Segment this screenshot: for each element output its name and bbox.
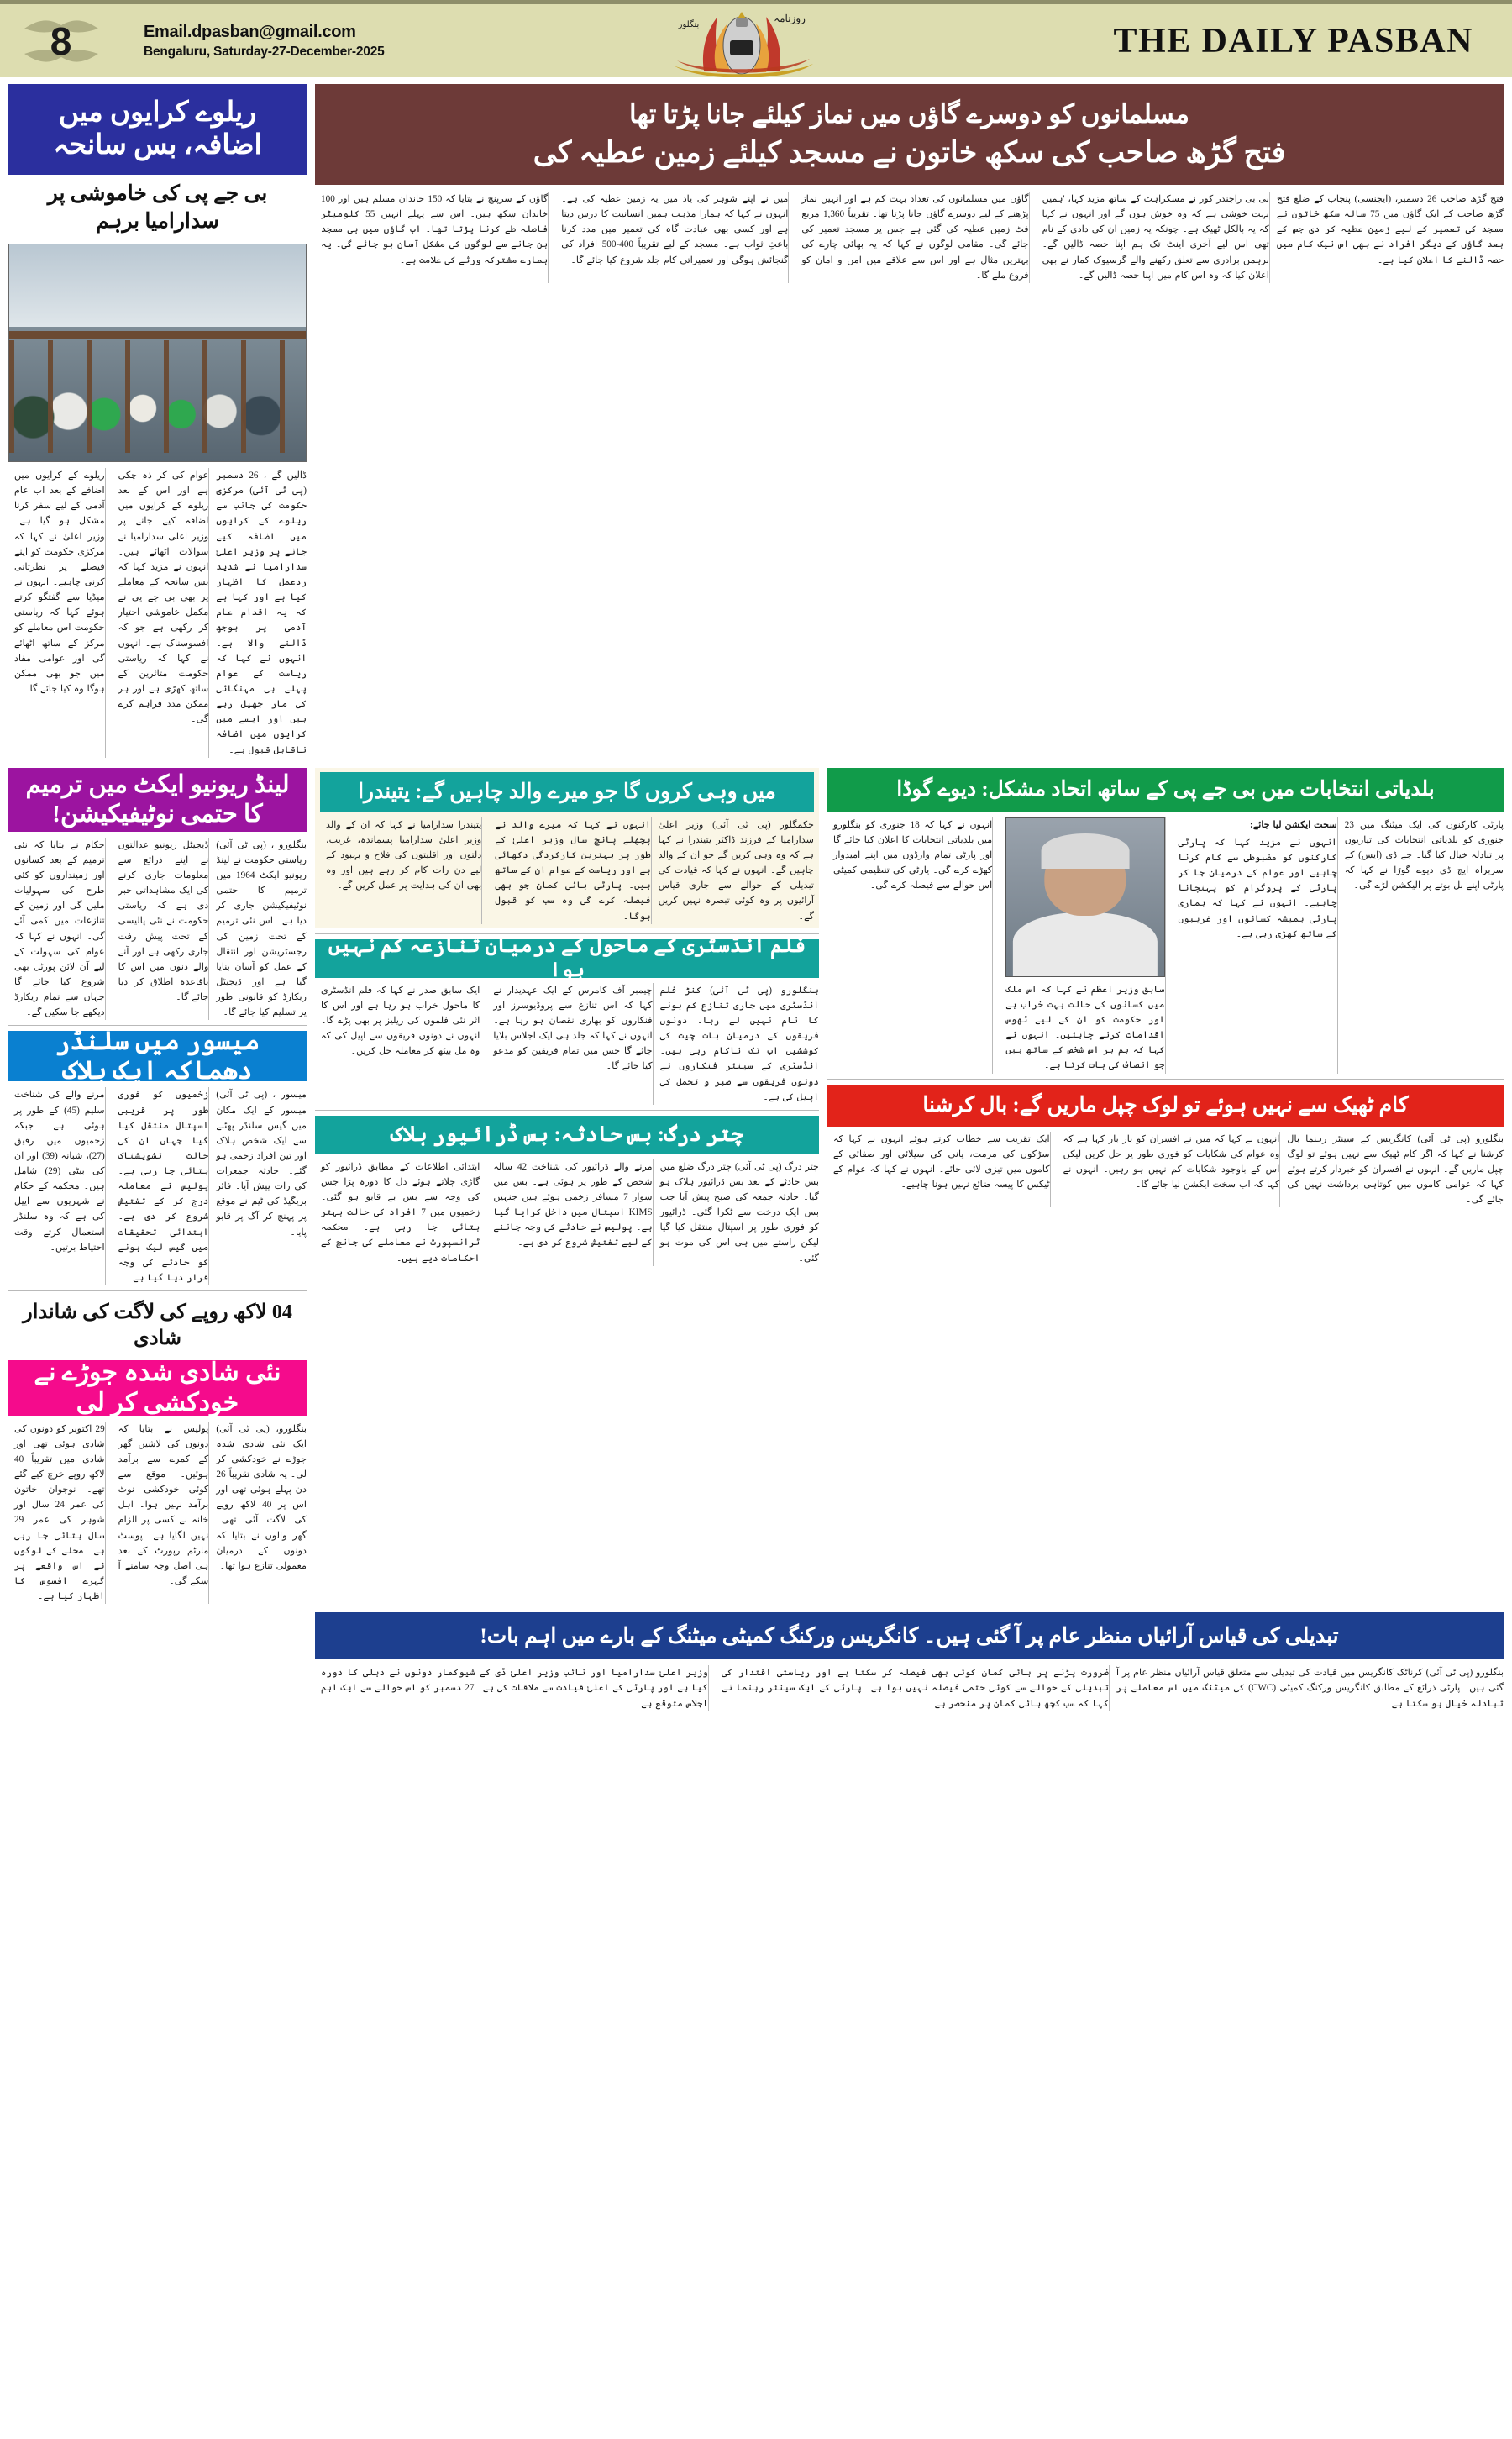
land-reform-headline: لینڈ ریونیو ایکٹ میں ترمیم کا حتمی نوٹیفیکیشن! xyxy=(8,768,307,832)
lead-left-subhead: بی جے پی کی خاموشی پر سدارامیا برہم xyxy=(47,182,268,233)
father-wish-headline: میں وہی کروں گا جو میرے والد چاہیں گے: یتیندرا xyxy=(320,772,814,812)
gowda-kicker: سخت ایکشن لیا جائے: xyxy=(1249,819,1337,830)
chitradurga-headline: چتر درگ: بس حادثہ: بس ڈرائیور ہلاک xyxy=(315,1116,819,1154)
paper-title: THE DAILY PASBAN xyxy=(1113,21,1473,60)
divider xyxy=(827,1079,1504,1080)
chitradurga-col2: مرنے والے ڈرائیور کی شناخت 42 سالہ شخص کے طور پر ہوئی ہے۔ بس میں سوار 7 مسافر زخمی ہوئے ہیں جنہیں KIMS اسپتال میں داخل کرایا گیا ہے۔ پولیس نے حادثے کی وجہ جاننے کے لیے تفتیش شروع کر دی ہے۔ xyxy=(493,1161,653,1248)
mysore-col2: زخمیوں کو فوری طور پر قریبی اسپتال منتقل کیا گیا جہاں ان کی حالت تشویشناک بتائی جا رہی ہے۔ پولیس نے معاملہ درج کر کے تفتیش شروع کر دی ہے۔ ابتدائی تحقیقات میں گیس لیک ہونے کو حادثے کی وجہ قرار دیا گیا ہے۔ xyxy=(118,1090,209,1284)
lead-right-headline-line1: مسلمانوں کو دوسرے گاؤں میں نماز کیلئے جانا پڑتا تھا xyxy=(628,99,1190,129)
wedding-subhead: 40 لاکھ روپے کی لاگت کی شاندار شادی xyxy=(23,1301,292,1350)
film-col2: چیمبر آف کامرس کے ایک عہدیدار نے کہا کہ اس تنازع سے پروڈیوسرز اور فنکاروں کو بھاری نقصان ہو رہا ہے۔ انہوں نے کہا کہ جلد ہی ایک اجلاس بلایا جائے گا جس میں تمام فریقین کو مدعو کیا جائے گا۔ xyxy=(493,985,653,1072)
land-reform-col1: بنگلورو ، (پی ٹی آئی) ریاستی حکومت نے لینڈ ریونیو ایکٹ 1964 میں ترمیم کا حتمی نوٹیفیکیشن جاری کر دیا ہے۔ اس نئی ترمیم کے تحت زمین کی رجسٹریشن اور انتقال کے عمل کو آسان بنایا گیا ہے اور ڈیجیٹل ریکارڈ کو قانونی طور پر تسلیم کیا جائے گا۔ xyxy=(216,839,307,1018)
middle-column-stack xyxy=(315,768,819,1266)
photo-rail xyxy=(9,331,306,339)
page-number: 8 xyxy=(50,18,72,63)
lead-left-photo xyxy=(8,244,307,462)
gowda-col3: سابق وزیر اعظم نے کہا کہ اس ملک میں کسانوں کی حالت بہت خراب ہے اور حکومت کو ان کے لیے ٹھوس اقدامات کرنے چاہئیں۔ انہوں نے کہا کہ ہم ہر اس شخص کے ساتھ ہیں جو انصاف کی بات کرتا ہے۔ xyxy=(1005,984,1165,1071)
land-reform-col3: حکام نے بتایا کہ نئی ترمیم کے بعد کسانوں اور زمینداروں کو کئی طرح کی سہولیات ملیں گی اور زمین کے تنازعات میں کمی آئے گی۔ انہوں نے کہا کہ عوام کی سہولت کے لیے آن لائن پورٹل بھی شروع کیا جائے گا جہاں سے تمام ریکارڈ دیکھے جا سکیں گے۔ xyxy=(14,839,105,1018)
lead-right-col3: گاؤں میں مسلمانوں کی تعداد بہت کم ہے اور انہیں نماز پڑھنے کے لیے دوسرے گاؤں جانا پڑتا تھا۔ تقریباً 1,360 مربع فٹ زمین عطیہ کی گئی ہے جس پر مسجد تعمیر کی جائے گی۔ مقامی لوگوں نے کہا کہ یہ بھائی چارے کی بہترین مثال ہے اور اس سے علاقے میں امن و امان کو فروغ ملے گا۔ xyxy=(801,194,1029,281)
right-column-stack xyxy=(827,768,1504,1208)
mysore-col3: مرنے والے کی شناخت سلیم (45) کے طور پر ہوئی ہے جبکہ زخمیوں میں رفیق (27)، شبانہ (39) اور ان کی بیٹی (29) شامل ہیں۔ محکمہ کے حکام نے شہریوں سے اپیل کی ہے کہ وہ سلنڈر استعمال کرتے وقت احتیاط برتیں۔ xyxy=(14,1090,105,1253)
film-col1: بنگلورو (پی ٹی آئی) کنڑ فلم انڈسٹری میں جاری تنازع کم ہونے کا نام نہیں لے رہا۔ دونوں فریقوں کے درمیان بات چیت کی کوششیں اب تک ناکام رہی ہیں۔ انڈسٹری کے سینئر فنکاروں نے دونوں فریقوں سے صبر و تحمل کی اپیل کی ہے۔ xyxy=(659,985,819,1102)
lead-right-col2: بی بی راجندر کور نے مسکراہٹ کے ساتھ مزید کہا، 'ہمیں بہت خوشی ہے کہ وہ خوش ہوں گے اور انہوں نے کہا کہ یہ بالکل ٹھیک ہے۔ چونکہ یہ زمین ان کی دادی کے نام تھی اس لیے آخری اینٹ تک ہم اپنا حصہ ڈالیں گے۔ برہمن برادری سے تعلق رکھنے والے گرسیوک کمار نے بھی اعلان کیا کہ وہ اس کام میں اپنا حصہ ڈالیں گے۔ xyxy=(1042,194,1269,281)
cwc-meeting-headline: تبدیلی کی قیاس آرائیاں منظر عام پر آ گئی ہیں۔ کانگریس ورکنگ کمیٹی میٹنگ کے بارے میں اہم بات! xyxy=(315,1612,1504,1659)
masthead-dateline: Bengaluru, Saturday-27-December-2025 xyxy=(144,44,385,59)
photo-barricade xyxy=(9,340,306,453)
lead-right-col1: فتح گڑھ صاحب 26 دسمبر، (ایجنسی) پنجاب کے ضلع فتح گڑھ صاحب کے ایک گاؤں میں 75 سالہ سکھ خاتون نے مسجد کی تعمیر کے لیے زمین عطیہ کر دی جس کے بعد گاؤں کے دیگر افراد نے بھی اس نیک کام میں حصہ ڈالنے کا اعلان کیا ہے۔ xyxy=(1276,194,1504,265)
wedding-headline: نئی شادی شدہ جوڑے نے خودکشی کر لی xyxy=(8,1360,307,1416)
section-krishna-quote xyxy=(827,1085,1504,1208)
gowda-col4: انہوں نے کہا کہ 18 جنوری کو بنگلورو میں بلدیاتی انتخابات کا اعلان کیا جائے گا اور پارٹی تمام وارڈوں میں اپنے امیدوار کھڑے کرے گی۔ پارٹی کی تنظیمی کمیٹی اس حوالے سے فیصلہ کرے گی۔ xyxy=(833,819,993,891)
lead-right-text xyxy=(315,192,1504,283)
film-industry-headline: فلم انڈسٹری کے ماحول کے درمیان تنازعہ کم نہیں ہوا xyxy=(315,939,819,978)
masthead-email[interactable]: Email.dpasban@gmail.com xyxy=(144,22,356,41)
municipal-elections-headline: بلدیاتی انتخابات میں بی جے پی کے ساتھ اتحاد مشکل: دیوے گوڈا xyxy=(827,768,1504,812)
lead-left-col1: ڈالیں گے ، 26 دسمبر (پی ٹی آئی) مرکزی حکومت کی جانب سے ریلوے کے کرایوں میں اضافہ کیے جانے پر وزیر اعلیٰ سدارامیا نے شدید ردعمل کا اظہار کیا ہے اور کہا ہے کہ یہ اقدام عام آدمی پر بوجھ ڈالنے والا ہے۔ انہوں نے کہا کہ ریاست کے عوام پہلے ہی مہنگائی کی مار جھیل رہے ہیں اور ایسے میں کرایوں میں اضافہ ناقابل قبول ہے۔ xyxy=(216,470,307,755)
father-wish-col1: چکمگلور (پی ٹی آئی) وزیر اعلیٰ سدارامیا کے فرزند ڈاکٹر یتیندرا نے کہا ہے کہ وہ وہی کریں گے جو ان کے والد چاہیں گے۔ انہوں نے کہا کہ قیادت کی تبدیلی کے حوالے سے جاری قیاس آرائیوں پر وہ کوئی تبصرہ نہیں کریں گے۔ xyxy=(658,819,814,922)
krishna-col2: انہوں نے کہا کہ میں نے افسران کو بار بار کہا ہے کہ وہ عوام کی شکایات کو فوری طور پر حل کریں لیکن اس کے باوجود شکایات کم نہیں ہو رہیں۔ انہوں نے کہا کہ اب سخت ایکشن لیا جائے گا۔ xyxy=(1063,1133,1280,1190)
chitradurga-col3: ابتدائی اطلاعات کے مطابق ڈرائیور کو گاڑی چلاتے ہوئے دل کا دورہ پڑا جس کی وجہ سے بس بے قابو ہو گئی۔ زخمیوں میں 7 افراد کی حالت بہتر بتائی جا رہی ہے۔ محکمہ ٹرانسپورٹ نے معاملے کی جانچ کے احکامات دیے ہیں۔ xyxy=(321,1161,480,1264)
lead-left-col2: عوام کی کر ذہ چکی ہے اور اس کے بعد ریلوے کے کرایوں میں اضافہ کیے جانے پر وزیر اعلیٰ سدارامیا نے سوالات اٹھائے ہیں۔ انہوں نے مزید کہا کہ بس سانحہ کے معاملے پر بھی بی جے پی نے مکمل خاموشی اختیار کر رکھی ہے جو کہ افسوسناک ہے۔ انہوں نے کہا کہ ریاستی حکومت متاثرین کے ساتھ کھڑی ہے اور ہر ممکن مدد فراہم کرے گی۔ xyxy=(118,470,209,725)
masthead-logo xyxy=(385,4,1114,77)
krishna-quote-headline: کام ٹھیک سے نہیں ہوئے تو لوک چپل ماریں گے: بال کرشنا xyxy=(827,1085,1504,1127)
wedding-col3: 29 اکتوبر کو دونوں کی شادی ہوئی تھی اور شادی میں تقریباً 40 لاکھ روپے خرچ کیے گئے تھے۔ نوجوان خاتون کی عمر 24 سال اور شوہر کی عمر 29 سال بتائی جا رہی ہے۔ محلے کے لوگوں نے اس واقعے پر گہرے افسوس کا اظہار کیا ہے۔ xyxy=(14,1423,105,1602)
section-father-wish xyxy=(315,768,819,928)
lead-left-story xyxy=(8,84,307,758)
lead-left-col3: ریلوے کے کرایوں میں اضافے کے بعد اب عام آدمی کے لیے سفر کرنا مشکل ہو گیا ہے۔ وزیر اعلیٰ نے کہا کہ مرکزی حکومت کو اپنے فیصلے پر نظرثانی کرنی چاہیے۔ انہوں نے میڈیا سے گفتگو کرتے ہوئے کہا کہ ریاستی حکومت اس معاملے کو مرکز کے ساتھ اٹھائے گی اور عوامی مفاد میں جو بھی ممکن ہوگا وہ کیا جائے گا۔ xyxy=(14,470,105,694)
portrait-hair xyxy=(1041,833,1129,868)
lead-left-headline: ریلوے کرایوں میں اضافہ، بس سانحہ xyxy=(8,84,307,175)
section-land-reform xyxy=(8,768,307,1021)
section-chitradurga-bus xyxy=(315,1116,819,1266)
film-col3: ایک سابق صدر نے کہا کہ فلم انڈسٹری کا ماحول خراب ہو رہا ہے اور اس کا اثر نئی فلموں کی ریلیز پر بھی پڑے گا۔ انہوں نے دونوں فریقوں سے اپیل کی کہ وہ مل بیٹھ کر معاملہ حل کریں۔ xyxy=(321,985,480,1057)
wedding-col2: پولیس نے بتایا کہ دونوں کی لاشیں گھر کے کمرے سے برآمد ہوئیں۔ موقع سے کوئی خودکشی نوٹ برآمد نہیں ہوا۔ اہل خانہ نے کسی پر الزام نہیں لگایا ہے۔ پوسٹ مارٹم رپورٹ کے بعد ہی اصل وجہ سامنے آ سکے گی۔ xyxy=(118,1423,209,1586)
section-mysore-cylinder xyxy=(8,1027,307,1285)
krishna-col3: ایک تقریب سے خطاب کرتے ہوئے انہوں نے کہا کہ سڑکوں کی مرمت، پانی کی سپلائی اور صفائی کے کاموں میں تیزی لائی جائے۔ انہوں نے کہا کہ عوام کے ٹیکس کا پیسہ ضائع نہیں ہونا چاہیے۔ xyxy=(833,1133,1050,1190)
krishna-col1: بنگلورو (پی ٹی آئی) کانگریس کے سینئر رہنما بال کرشنا نے کہا کہ اگر کام ٹھیک سے نہیں ہوئے تو لوگ چپل ماریں گے۔ انہوں نے افسران کو خبردار کرتے ہوئے کہا کہ عوامی کاموں میں کوتاہی برداشت نہیں کی جائے گی۔ xyxy=(1287,1133,1504,1206)
section-cwc-meeting xyxy=(315,1612,1504,1711)
masthead xyxy=(0,0,1512,77)
father-wish-col2: انہوں نے کہا کہ میرے والد نے پچھلے پانچ سال وزیر اعلیٰ کے طور پر بہترین کارکردگی دکھائی ہے اور ریاست کے عوام ان کے ساتھ ہیں۔ پارٹی ہائی کمان جو بھی فیصلہ کرے گی وہ سب کو قبول ہوگا۔ xyxy=(495,819,651,922)
chitradurga-col1: چتر درگ (پی ٹی آئی) چتر درگ ضلع میں بس حادثے کے بعد بس ڈرائیور ہلاک ہو گیا۔ حادثہ جمعہ کی صبح پیش آیا جب بس ایک درخت سے ٹکرا گئی۔ ڈرائیور کو فوری طور پر اسپتال منتقل کیا گیا لیکن راستے میں ہی اس کی موت ہو گئی۔ xyxy=(659,1161,819,1264)
left-column-stack xyxy=(8,768,307,1605)
deve-gowda-portrait xyxy=(1005,817,1164,977)
section-wedding xyxy=(8,1296,307,1604)
lead-right-headline-band xyxy=(315,84,1504,185)
lead-right-headline-line2: فتح گڑھ صاحب کی سکھ خاتون نے مسجد کیلئے زمین عطیہ کی xyxy=(533,135,1286,169)
mysore-cylinder-headline: میسور میں سلنڈر دھماکہ ایک ہلاک xyxy=(8,1031,307,1081)
svg-text:بنگلور: بنگلور xyxy=(678,19,699,29)
section-municipal-elections xyxy=(827,768,1504,1074)
page-body xyxy=(0,77,1512,1711)
gowda-col1: پارٹی کارکنوں کی ایک میٹنگ میں 23 جنوری کو بلدیاتی انتخابات کی تیاریوں پر تبادلہ خیال کیا گیا۔ جے ڈی (ایس) کے سربراہ ایچ ڈی دیوے گوڑا نے کہا کہ پارٹی اپنے بل بوتے پر الیکشن لڑے گی۔ xyxy=(1344,819,1504,891)
gowda-col2: انہوں نے مزید کہا کہ پارٹی کارکنوں کو مضبوطی سے کام کرنا چاہیے اور عوام کے درمیان جا کر پارٹی کے پروگرام کو پہنچانا چاہیے۔ انہوں نے کہا کہ ہماری پارٹی ہمیشہ کسانوں اور غریبوں کے ساتھ کھڑی رہی ہے۔ xyxy=(1178,837,1337,939)
mysore-col1: میسور ، (پی ٹی آئی) میسور کے ایک مکان میں گیس سلنڈر پھٹنے سے ایک شخص ہلاک اور تین افراد زخمی ہو گئے۔ حادثہ جمعرات کی رات پیش آیا۔ فائر بریگیڈ کی ٹیم نے موقع پر پہنچ کر آگ پر قابو پایا۔ xyxy=(216,1090,307,1238)
land-reform-col2: ڈیجیٹل ریونیو عدالتوں نے اپنے ذرائع سے معلومات جاری کرنے کی ایک مشاہداتی خبر دی ہے کہ ریاستی حکومت نے نئی پالیسی کے تحت پیش رفت جاری رکھی ہے اور آنے والے دنوں میں اس کا باقاعدہ اطلاق کر دیا جائے گا۔ xyxy=(118,839,209,1003)
page-number-block xyxy=(0,18,122,63)
cwc-col2: ضرورت پڑنے پر ہائی کمان کوئی بھی فیصلہ کر سکتا ہے اور ریاستی اقتدار کی تبدیلی کے حوالے سے کوئی حتمی فیصلہ نہیں ہوا ہے۔ پارٹی کے ایک سینئر رہنما نے کہا کہ سب کچھ ہائی کمان پر منحصر ہے۔ xyxy=(722,1668,1109,1709)
svg-text:روزنامہ: روزنامہ xyxy=(773,12,806,24)
cwc-col3: وزیر اعلیٰ سدارامیا اور نائب وزیر اعلیٰ ڈی کے شیوکمار دونوں نے دہلی کا دورہ کیا ہے اور پارٹی کے اعلیٰ قیادت سے ملاقات کی ہے۔ 27 دسمبر کو اس حوالے سے ایک اہم اجلاس متوقع ہے۔ xyxy=(321,1668,708,1709)
wedding-col1: بنگلورو، (پی ٹی آئی) ایک نئی شادی شدہ جوڑے نے خودکشی کر لی۔ یہ شادی تقریباً 26 دن پہلے ہوئی تھی اور اس پر 40 لاکھ روپے کی لاگت آئی تھی۔ گھر والوں نے بتایا کہ دونوں کے درمیان معمولی تنازع ہوا تھا۔ xyxy=(216,1423,307,1571)
lead-right-story xyxy=(315,84,1504,283)
portrait-body xyxy=(1013,912,1158,975)
lead-right-col5: گاؤں کے سرپنچ نے بتایا کہ 150 خاندان مسلم ہیں اور 100 خاندان سکھ ہیں۔ اس سے پہلے انہیں 55 کلومیٹر فاصلہ طے کرنا پڑتا تھا۔ اب گاؤں میں ہی مسجد بن جانے سے لوگوں کی مشکل آسان ہو جائے گی۔ یہ ہمارے مشترکہ ورثے کی علامت ہے۔ xyxy=(321,194,549,265)
cwc-col1: بنگلورو (پی ٹی آئی) کرناٹک کانگریس میں قیادت کی تبدیلی سے متعلق قیاس آرائیاں منظر عام پر آ گئی ہیں۔ پارٹی ذرائع کے مطابق کانگریس ورکنگ کمیٹی (CWC) کی میٹنگ میں اس معاملے پر تبادلہ خیال ہو سکتا ہے۔ xyxy=(1116,1668,1504,1709)
section-film-industry xyxy=(315,935,819,1105)
pasban-logo-icon xyxy=(623,5,875,77)
divider xyxy=(315,1110,819,1111)
divider xyxy=(8,1290,307,1291)
lead-left-text xyxy=(8,468,307,758)
masthead-contact xyxy=(122,23,385,60)
lead-right-col4: میں نے اپنے شوہر کی یاد میں یہ زمین عطیہ کی ہے۔ انہوں نے کہا کہ ہمارا مذہب ہمیں انسانیت کا درس دیتا ہے اور کسی بھی عبادت گاہ کی تعمیر میں مدد کرنا باعثِ ثواب ہے۔ مسجد کے لیے تقریباً 400-500 افراد کی گنجائش ہوگی اور تعمیراتی کام جلد شروع کیا جائے گا۔ xyxy=(561,194,789,265)
father-wish-col3: یتیندرا سدارامیا نے کہا کہ ان کے والد وزیر اعلیٰ سدارامیا پسماندہ، غریب، دلتوں اور اقلیتوں کی فلاح و بہبود کے لیے دن رات کام کر رہے ہیں اور وہ بھی ان کی ہدایت پر عمل کریں گے۔ xyxy=(326,819,482,891)
